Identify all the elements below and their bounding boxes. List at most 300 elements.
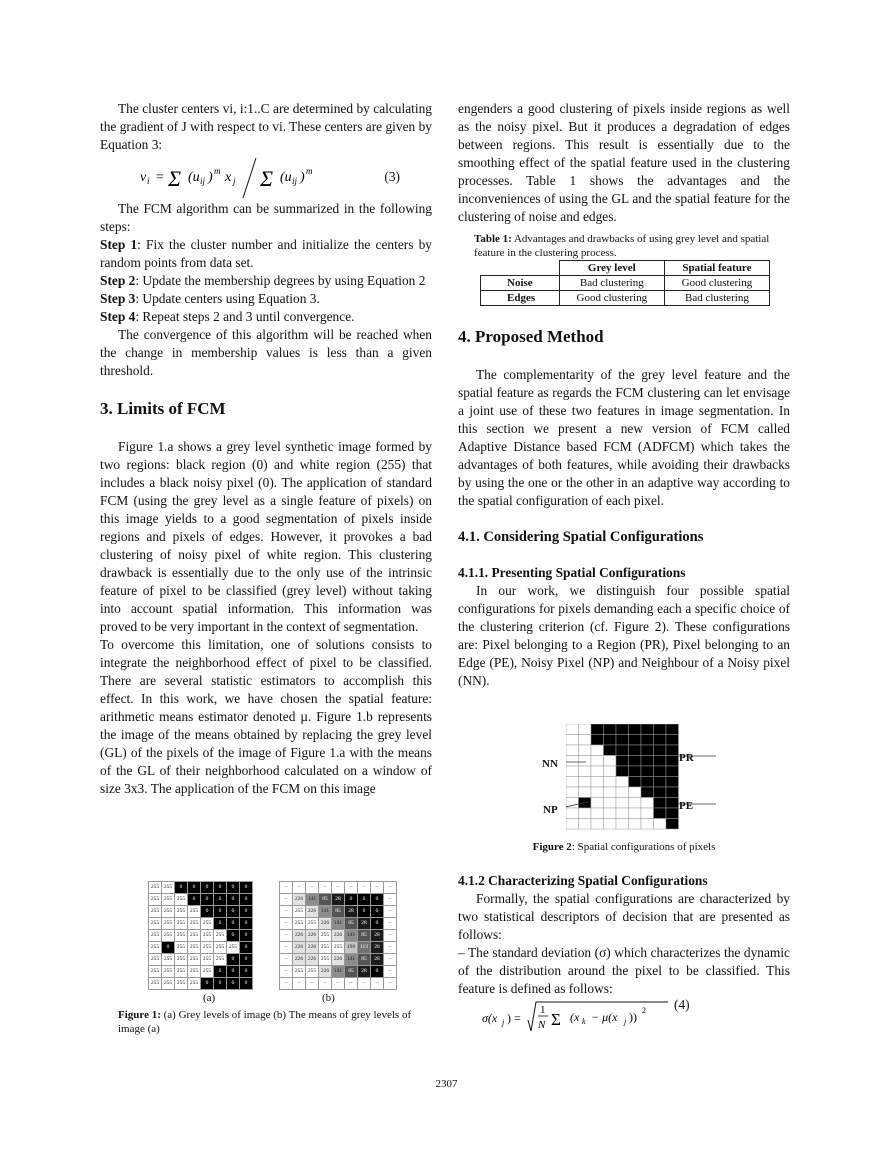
grid-cell: 85: [332, 906, 345, 918]
fig2-cell: [616, 777, 629, 788]
grid-cell: –: [371, 978, 384, 990]
fig2-cell: [566, 724, 579, 735]
grid-cell: 255: [175, 906, 188, 918]
fig2-cell: [641, 735, 654, 746]
grid-row: [149, 966, 253, 978]
fig2-cell: [579, 819, 592, 830]
grid-cell: 0: [214, 918, 227, 930]
table-row-label: Noise: [481, 276, 560, 291]
caption-label: Table 1:: [474, 233, 512, 245]
label-np: NP: [543, 804, 558, 816]
grid-cell: 255: [319, 954, 332, 966]
svg-text:): ): [208, 170, 213, 185]
paragraph: The convergence of this algorithm will be reached when the change in membership values is less than a given threshold.: [100, 327, 432, 378]
label-nn: NN: [542, 758, 558, 770]
fig2-cell: [604, 756, 617, 767]
grid-cell: 28: [358, 966, 371, 978]
fig2-cell: [629, 777, 642, 788]
fig2-cell: [641, 808, 654, 819]
label-pr: PR: [679, 752, 694, 764]
grid-cell: –: [280, 882, 293, 894]
grid-cell: 255: [149, 906, 162, 918]
section-heading: 4. Proposed Method: [458, 327, 604, 346]
grid-cell: 255: [162, 882, 175, 894]
fig2-cell: [591, 745, 604, 756]
grid-cell: 0: [358, 906, 371, 918]
grid-cell: 226: [293, 942, 306, 954]
grid-cell: 0: [240, 942, 253, 954]
grid-cell: 0: [162, 942, 175, 954]
grid-cell: –: [332, 882, 345, 894]
fig2-cell: [666, 745, 679, 756]
grid-cell: 0: [358, 894, 371, 906]
svg-text:): ): [300, 170, 305, 185]
fig2-cell: [641, 766, 654, 777]
svg-text:j: j: [624, 1017, 627, 1026]
svg-text:x: x: [225, 170, 232, 185]
fig2-cell: [566, 745, 579, 756]
svg-text:j: j: [233, 176, 236, 186]
svg-text:ij: ij: [292, 176, 298, 186]
fig2-cell: [641, 724, 654, 735]
grid-cell: –: [371, 882, 384, 894]
step-label: Step 1: [100, 237, 138, 252]
svg-text:m: m: [214, 166, 221, 176]
grid-cell: 226: [293, 930, 306, 942]
fig2-cell: [666, 819, 679, 830]
svg-text:m: m: [306, 166, 313, 176]
grid-cell: –: [384, 906, 397, 918]
grid-row: [280, 906, 397, 918]
fig2-cell: [591, 798, 604, 809]
fig2-cell: [654, 819, 667, 830]
fig2-cell: [616, 819, 629, 830]
grid-row: [280, 918, 397, 930]
grid-row: [280, 942, 397, 954]
grid-cell: 255: [149, 942, 162, 954]
figure-2-diagram: [566, 724, 716, 834]
fig2-cell: [579, 724, 592, 735]
grid-cell: –: [280, 930, 293, 942]
grid-cell: –: [384, 966, 397, 978]
grid-cell: 113: [358, 942, 371, 954]
svg-text:− μ(x: − μ(x: [591, 1010, 618, 1024]
fig2-cell: [579, 808, 592, 819]
grid-cell: 28: [371, 930, 384, 942]
svg-text:(x: (x: [570, 1010, 580, 1024]
grid-row: [149, 906, 253, 918]
fig2-cell: [579, 756, 592, 767]
figure-2-caption: [458, 840, 790, 854]
grid-cell: 255: [319, 942, 332, 954]
grid-cell: 255: [201, 942, 214, 954]
grid-cell: 255: [188, 906, 201, 918]
caption-text: : Spatial configurations of pixels: [571, 841, 716, 853]
svg-text:i: i: [147, 176, 150, 186]
grid-cell: 255: [201, 918, 214, 930]
step-item: [100, 290, 432, 308]
paragraph: In our work, we distinguish four possible spatial configurations for pixels demanding each a specific choice of the clustering criterion (cf. Figure 2). These configurations are: Pixel belonging to a Region (PR), Pixel belonging to an Edge (PE), Noisy Pixel (NP) and Neighbour of a Noisy pixel (NN).: [458, 583, 790, 688]
svg-text:Σ: Σ: [551, 1010, 561, 1029]
grid-cell: 0: [371, 966, 384, 978]
grid-cell: 255: [175, 978, 188, 990]
svg-text:v: v: [140, 170, 147, 185]
grid-cell: 0: [371, 894, 384, 906]
figure-1a-label: (a): [203, 992, 216, 1004]
fig2-cell: [591, 819, 604, 830]
figure-1b-grid: [279, 881, 397, 990]
step-label: Step 2: [100, 273, 136, 288]
grid-cell: 0: [227, 930, 240, 942]
grid-cell: 226: [332, 930, 345, 942]
step-item: [100, 272, 432, 290]
grid-cell: 0: [227, 918, 240, 930]
grid-cell: 0: [240, 930, 253, 942]
step-text: : Update the membership degrees by using Equation 2: [135, 273, 426, 288]
grid-cell: –: [384, 882, 397, 894]
svg-text:σ(x: σ(x: [482, 1011, 498, 1025]
step-text: : Fix the cluster number and initialize the centers by random points from data set.: [100, 237, 432, 270]
fig2-cell: [666, 756, 679, 767]
caption-text: Advantages and drawbacks of using grey level and spatial feature in the clustering process.: [474, 233, 770, 259]
svg-text:) =: ) =: [507, 1011, 521, 1025]
grid-cell: –: [280, 966, 293, 978]
grid-cell: –: [280, 942, 293, 954]
subsubsection-heading: 4.1.2 Characterizing Spatial Configurations: [458, 873, 708, 888]
fig2-cell: [604, 735, 617, 746]
fig2-cell: [591, 787, 604, 798]
grid-cell: 0: [201, 978, 214, 990]
svg-text:)): )): [629, 1010, 637, 1024]
page-number: 2307: [435, 1078, 458, 1090]
left-column: [100, 100, 432, 798]
grid-cell: 255: [175, 918, 188, 930]
grid-cell: 0: [240, 894, 253, 906]
grid-row: [280, 978, 397, 990]
grid-cell: 85: [358, 930, 371, 942]
fig2-cell: [566, 787, 579, 798]
fig2-cell: [641, 787, 654, 798]
grid-cell: 255: [332, 942, 345, 954]
svg-text:Σ: Σ: [260, 166, 274, 191]
paragraph: – The standard deviation (σ) which characterizes the dynamic of the distribution around the pixel to be classified. This feature is defined as follows:: [458, 945, 790, 996]
fig2-cell: [666, 808, 679, 819]
fig2-cell: [566, 777, 579, 788]
grid-cell: 255: [162, 918, 175, 930]
fig2-cell: [654, 724, 667, 735]
svg-text:j: j: [502, 1018, 505, 1027]
fig2-cell: [616, 766, 629, 777]
caption-label: Figure 1:: [118, 1009, 161, 1021]
svg-text:(u: (u: [280, 170, 292, 185]
fig2-cell: [616, 735, 629, 746]
fig2-cell: [591, 777, 604, 788]
grid-cell: 0: [214, 882, 227, 894]
fig2-cell: [666, 766, 679, 777]
step-list: [100, 236, 432, 326]
grid-cell: 226: [319, 966, 332, 978]
grid-cell: 255: [188, 954, 201, 966]
fig2-cell: [629, 756, 642, 767]
grid-cell: 255: [149, 930, 162, 942]
fig2-cell: [629, 787, 642, 798]
grid-cell: 28: [371, 954, 384, 966]
grid-cell: 226: [306, 906, 319, 918]
fig2-cell: [641, 798, 654, 809]
fig2-cell: [616, 724, 629, 735]
fig2-cell: [629, 808, 642, 819]
equation-3: [100, 154, 432, 200]
grid-cell: 255: [306, 918, 319, 930]
fig2-cell: [604, 787, 617, 798]
grid-cell: 255: [227, 942, 240, 954]
paragraph: To overcome this limitation, one of solutions consists to integrate the neighborhood effect of pixel to be classified. There are several statistic estimators to accomplish this effect. In this work, we have chosen the spatial feature: arithmetic means estimator denoted µ. Figure 1.b represents the image of the means obtained by replacing the grey level (GL) of the pixels of the image of Figure 1.a with the means of the GL of their neighborhood calculated on a window of size 3x3. The application of the FCM on this image: [100, 637, 432, 796]
grid-cell: –: [280, 894, 293, 906]
fig2-cell: [616, 798, 629, 809]
paragraph: The FCM algorithm can be summarized in the following steps:: [100, 201, 432, 234]
subsection-heading: 4.1. Considering Spatial Configurations: [458, 529, 704, 545]
grid-cell: 141: [345, 954, 358, 966]
grid-cell: 255: [188, 918, 201, 930]
grid-row: [149, 918, 253, 930]
grid-cell: –: [384, 978, 397, 990]
grid-cell: 255: [162, 906, 175, 918]
grid-cell: 255: [293, 966, 306, 978]
grid-cell: –: [345, 978, 358, 990]
grid-cell: –: [306, 978, 319, 990]
paragraph: The complementarity of the grey level feature and the spatial feature as regards the FCM clustering can let envisage a joint use of these two features in image segmentation. In this section we present a new version of FCM called Adaptive Distance based FCM (ADFCM) which takes the advantages of both features, while avoiding their drawbacks by using the one or the other in an adaptive way according to the spatial configuration of each pixel.: [458, 367, 790, 508]
fig2-cell: [591, 808, 604, 819]
grid-cell: 255: [188, 942, 201, 954]
fig2-cell: [629, 745, 642, 756]
fig2-cell: [629, 735, 642, 746]
table-cell: Good clustering: [664, 276, 769, 291]
grid-cell: 226: [306, 942, 319, 954]
grid-cell: 0: [240, 906, 253, 918]
grid-cell: –: [280, 978, 293, 990]
fig2-cell: [566, 766, 579, 777]
fig2-cell: [604, 808, 617, 819]
grid-cell: 0: [227, 906, 240, 918]
grid-cell: 255: [149, 894, 162, 906]
grid-cell: 255: [188, 930, 201, 942]
grid-cell: 255: [175, 942, 188, 954]
grid-cell: –: [280, 954, 293, 966]
step-item: [100, 308, 432, 326]
fig2-cell: [604, 745, 617, 756]
grid-row: [149, 942, 253, 954]
fig2-cell: [566, 819, 579, 830]
grid-row: [149, 954, 253, 966]
grid-cell: 255: [162, 966, 175, 978]
fig2-cell: [579, 735, 592, 746]
grid-cell: 255: [162, 930, 175, 942]
grid-cell: 226: [306, 954, 319, 966]
caption-text: (a) Grey levels of image (b) The means of grey levels of image (a): [118, 1009, 412, 1035]
table-1: [480, 260, 770, 306]
grid-cell: 0: [201, 882, 214, 894]
grid-cell: 255: [175, 954, 188, 966]
grid-cell: 255: [149, 882, 162, 894]
table-cell: Bad clustering: [664, 291, 769, 306]
fig2-cell: [641, 777, 654, 788]
fig2-cell: [604, 777, 617, 788]
figure-1-caption: [118, 1008, 418, 1036]
fig2-cell: [566, 735, 579, 746]
grid-cell: 0: [227, 882, 240, 894]
grid-cell: 0: [175, 882, 188, 894]
grid-cell: 85: [345, 918, 358, 930]
table-row-label: Edges: [481, 291, 560, 306]
grid-cell: –: [384, 942, 397, 954]
fig2-cell: [604, 819, 617, 830]
grid-cell: –: [293, 882, 306, 894]
fig2-cell: [654, 756, 667, 767]
grid-cell: 255: [214, 930, 227, 942]
grid-cell: 28: [332, 894, 345, 906]
grid-cell: 226: [293, 894, 306, 906]
grid-row: [280, 930, 397, 942]
grid-cell: 0: [240, 918, 253, 930]
grid-cell: 85: [319, 894, 332, 906]
figure-1b-label: (b): [322, 992, 335, 1004]
grid-cell: –: [384, 954, 397, 966]
grid-cell: 85: [358, 954, 371, 966]
fig2-cell: [641, 745, 654, 756]
grid-cell: –: [345, 882, 358, 894]
paragraph: engenders a good clustering of pixels inside regions as well as the noisy pixel. But it produces a degradation of edges between regions. This result is essentially due to the smoothing effect of the spatial feature used in the clustering processes. Table 1 shows the advantages and the inconveniences of using the GL and the spatial feature for the clustering of noise and edges.: [458, 101, 790, 224]
grid-row: [149, 894, 253, 906]
fig2-cell: [591, 724, 604, 735]
fig2-cell: [591, 735, 604, 746]
equation-3-formula: [100, 154, 400, 200]
right-column-lower: [458, 872, 790, 1038]
fig2-cell: [654, 745, 667, 756]
grid-cell: –: [358, 978, 371, 990]
grid-cell: 226: [319, 918, 332, 930]
grid-row: [149, 978, 253, 990]
grid-cell: 0: [371, 906, 384, 918]
svg-text:(u: (u: [188, 170, 200, 185]
grid-cell: 255: [214, 954, 227, 966]
grid-cell: 226: [293, 954, 306, 966]
grid-cell: 255: [149, 978, 162, 990]
grid-cell: –: [306, 882, 319, 894]
grid-cell: 255: [149, 966, 162, 978]
fig2-cell: [641, 819, 654, 830]
fig2-cell: [654, 777, 667, 788]
fig2-cell: [641, 756, 654, 767]
grid-cell: 0: [240, 978, 253, 990]
grid-cell: 255: [162, 954, 175, 966]
fig2-cell: [591, 766, 604, 777]
fig2-cell: [629, 819, 642, 830]
grid-cell: 255: [149, 918, 162, 930]
svg-text:k: k: [582, 1017, 586, 1026]
grid-cell: 28: [345, 906, 358, 918]
fig2-cell: [616, 756, 629, 767]
step-label: Step 4: [100, 309, 136, 324]
equation-4: [458, 998, 790, 1038]
grid-cell: 0: [214, 894, 227, 906]
grid-cell: 226: [306, 930, 319, 942]
grid-cell: 141: [319, 906, 332, 918]
grid-cell: –: [358, 882, 371, 894]
grid-cell: –: [384, 918, 397, 930]
caption-label: Figure 2: [532, 841, 572, 853]
equation-number: (4): [674, 997, 690, 1012]
svg-text:N: N: [538, 1019, 546, 1031]
fig2-cell: [654, 798, 667, 809]
paragraph: The cluster centers vi, i:1..C are determined by calculating the gradient of J with respect to vi. These centers are given by Equation 3:: [100, 101, 432, 152]
grid-cell: 141: [345, 930, 358, 942]
grid-cell: –: [280, 906, 293, 918]
section-heading: 3. Limits of FCM: [100, 399, 226, 418]
table-header: Grey level: [559, 261, 664, 276]
fig2-cell: [579, 745, 592, 756]
grid-cell: 0: [345, 894, 358, 906]
grid-cell: 255: [175, 930, 188, 942]
grid-cell: 0: [188, 894, 201, 906]
equation-4-formula: [458, 998, 698, 1038]
table-header: Spatial feature: [664, 261, 769, 276]
table-caption: [474, 232, 790, 260]
grid-cell: –: [293, 978, 306, 990]
grid-cell: 0: [227, 954, 240, 966]
grid-cell: 141: [332, 918, 345, 930]
grid-cell: 255: [306, 966, 319, 978]
svg-text:1: 1: [540, 1004, 546, 1016]
grid-cell: –: [280, 918, 293, 930]
grid-row: [280, 966, 397, 978]
label-pe: PE: [679, 800, 694, 812]
subsubsection-heading: 4.1.1. Presenting Spatial Configurations: [458, 565, 686, 580]
grid-cell: 0: [214, 978, 227, 990]
svg-text:=: =: [155, 170, 165, 185]
paragraph: Formally, the spatial configurations are characterized by two statistical descriptors of decision that are presented as follows:: [458, 891, 790, 942]
step-text: : Repeat steps 2 and 3 until convergence.: [135, 309, 355, 324]
fig2-cell: [591, 756, 604, 767]
grid-cell: 255: [162, 894, 175, 906]
fig2-cell: [666, 777, 679, 788]
grid-cell: –: [332, 978, 345, 990]
fig2-cell: [654, 808, 667, 819]
svg-text:ij: ij: [200, 176, 206, 186]
fig2-cell: [629, 766, 642, 777]
grid-cell: 0: [371, 918, 384, 930]
right-column: [458, 100, 790, 690]
table-cell: Bad clustering: [559, 276, 664, 291]
grid-cell: 255: [293, 906, 306, 918]
grid-cell: 255: [201, 930, 214, 942]
grid-cell: 0: [214, 966, 227, 978]
grid-cell: 0: [201, 894, 214, 906]
fig2-cell: [666, 724, 679, 735]
grid-cell: 141: [332, 966, 345, 978]
equation-number: (3): [384, 169, 400, 184]
fig2-cell: [654, 735, 667, 746]
figure-1a-grid: [148, 881, 253, 990]
grid-cell: 0: [214, 906, 227, 918]
grid-cell: 0: [240, 966, 253, 978]
grid-cell: 255: [175, 966, 188, 978]
grid-cell: 0: [188, 882, 201, 894]
step-text: : Update centers using Equation 3.: [135, 291, 320, 306]
grid-cell: 255: [175, 894, 188, 906]
fig2-cell: [604, 766, 617, 777]
grid-cell: 0: [227, 966, 240, 978]
fig2-cell: [604, 798, 617, 809]
